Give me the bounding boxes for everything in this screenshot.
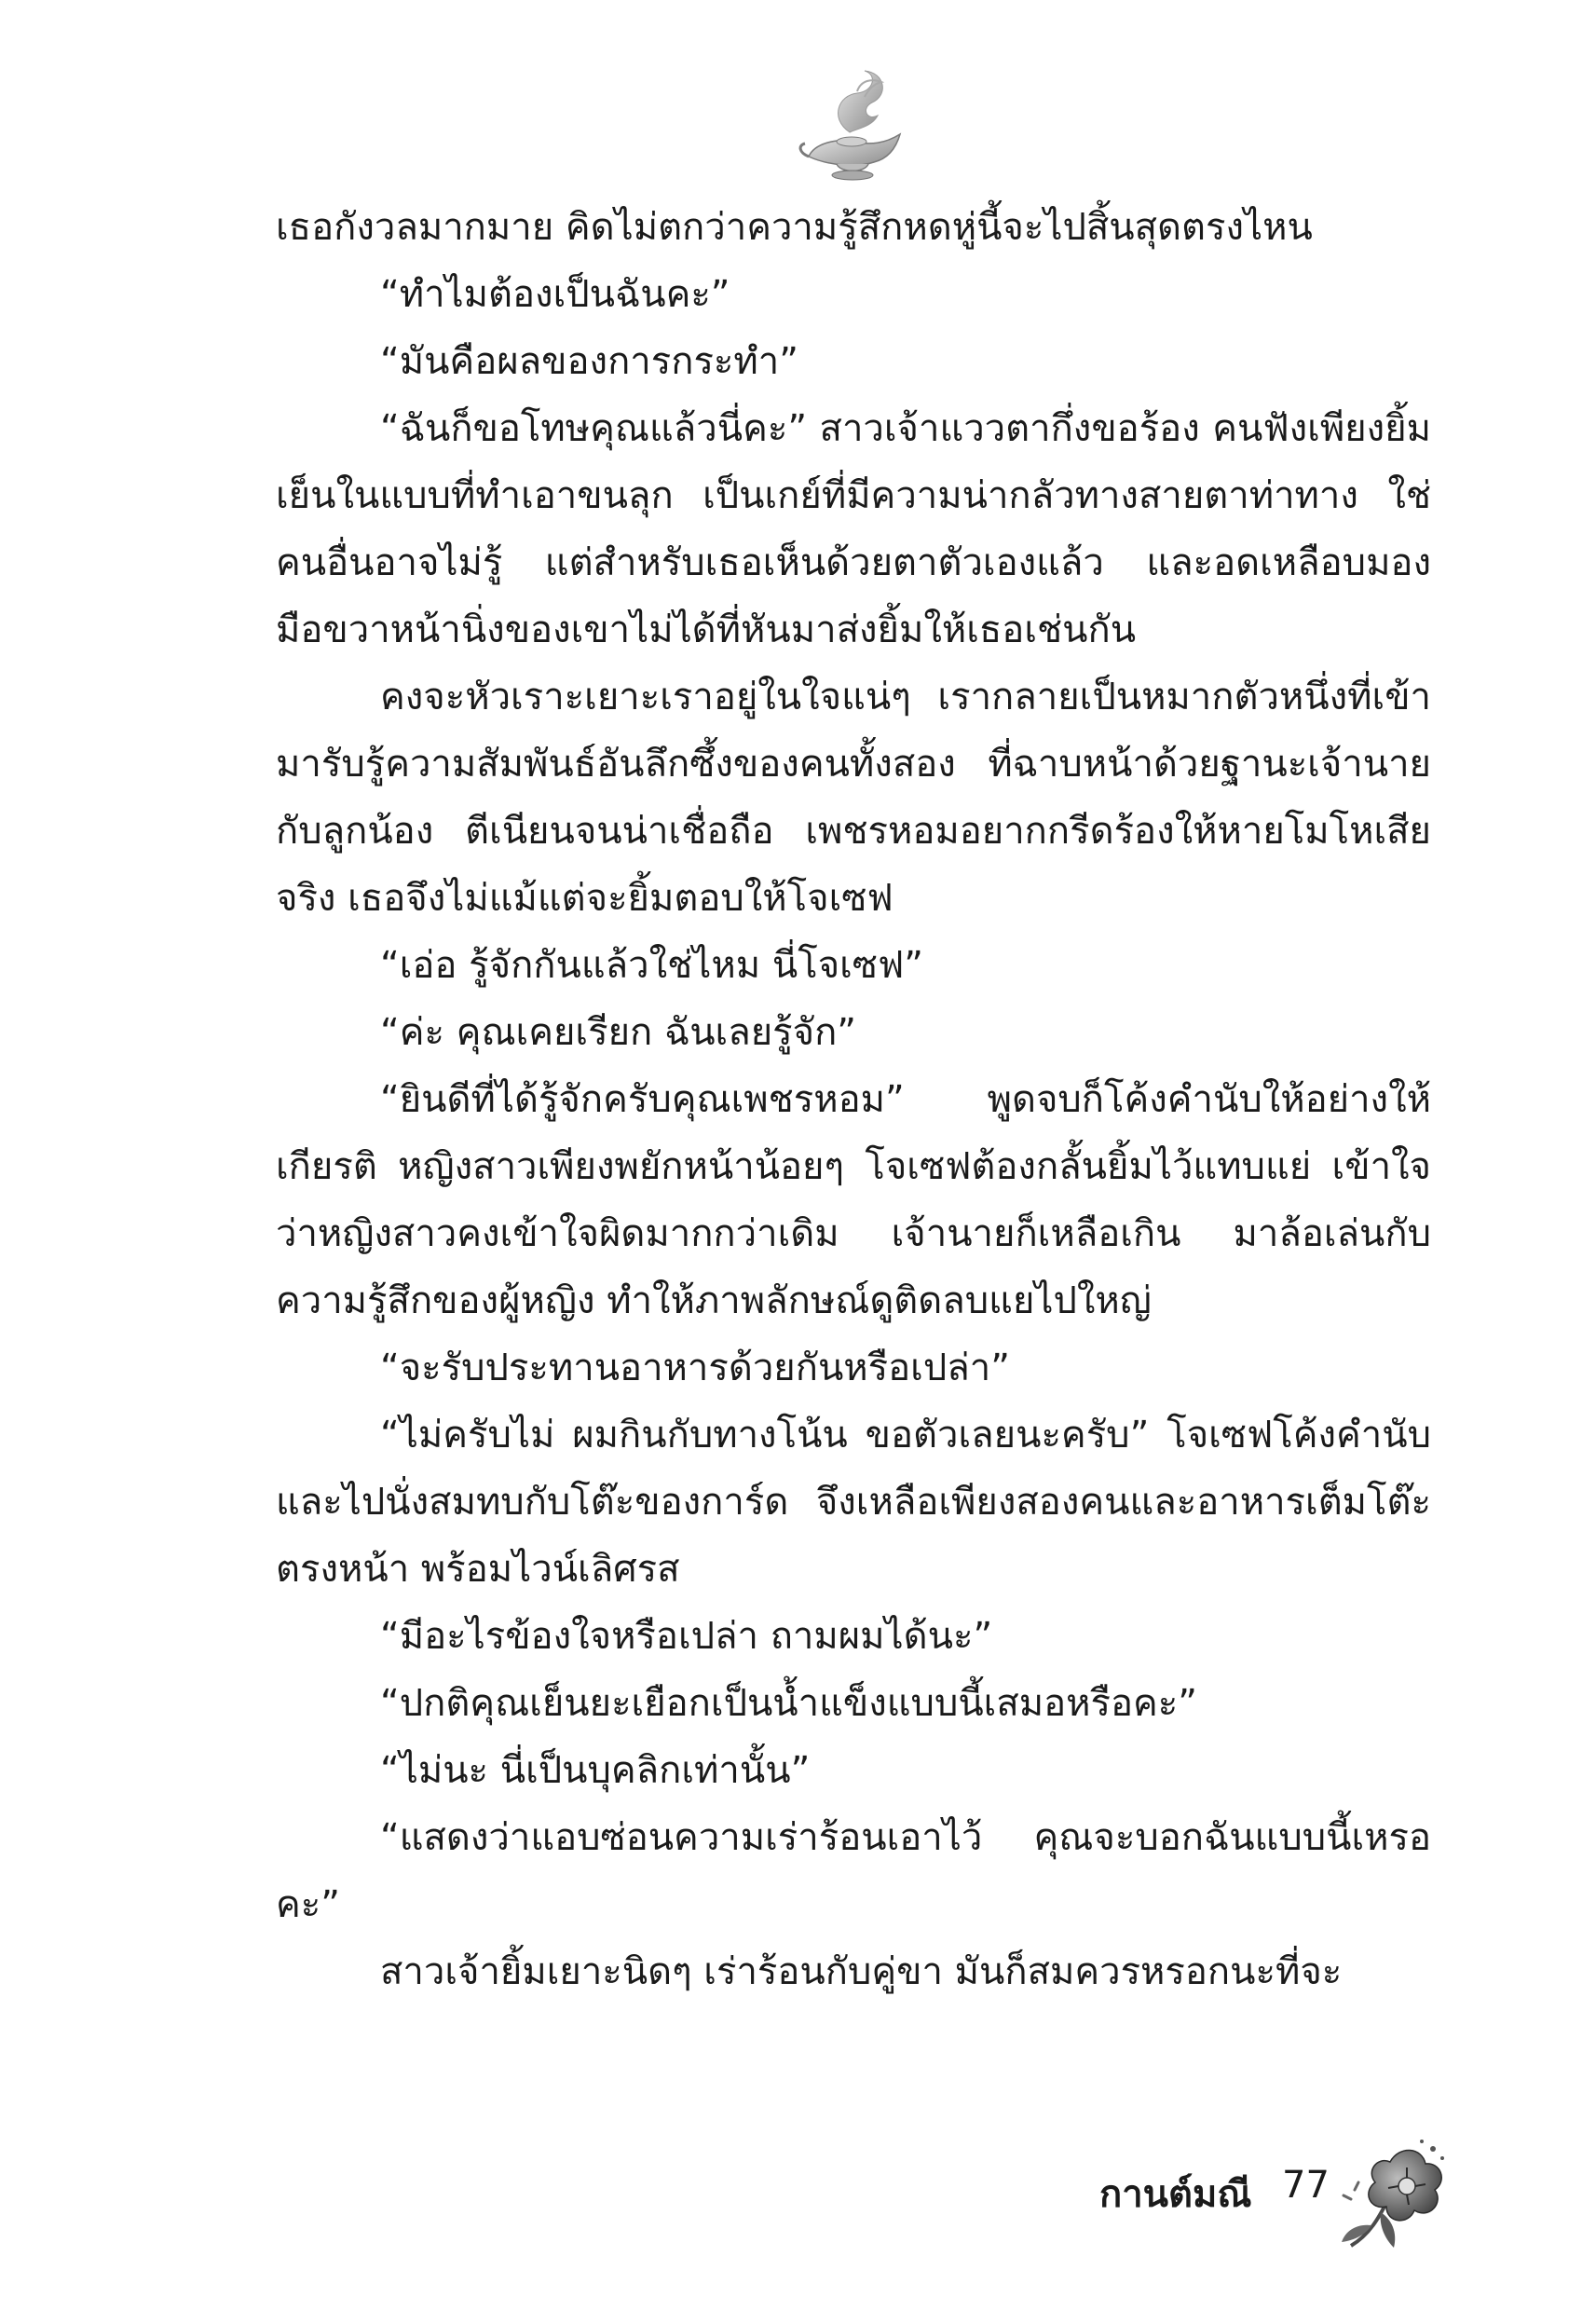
page-footer [1099,2143,1491,2236]
paragraph: “มันคือผลของการกระทำ” [380,340,798,383]
paragraph: “ฉันก็ขอโทษคุณแล้วนี่คะ” สาวเจ้าแววตากึ่งขอร้อง คนฟังเพียงยิ้มเย็นในแบบที่ทำเอาขนลุก เป็นเกย์ที่มีความน่ากลัวทางสายตาท่าทาง ใช่คนอื่นอาจไม่รู้ แต่สำหรับเธอเห็นด้วยตาตัวเองแล้ว และอดเหลือบมองมือขวาหน้านิ่งของเขาไม่ได้ที่หันมาส่งยิ้มให้เธอเช่นกัน [276,407,1431,651]
flower-ornament-icon [1332,2134,1453,2255]
paragraph: “ค่ะ คุณเคยเรียก ฉันเลยรู้จัก” [380,1011,857,1054]
paragraph: “ทำไมต้องเป็นฉันคะ” [380,273,730,316]
paragraph: สาวเจ้ายิ้มเยาะนิดๆ เร่าร้อนกับคู่ขา มันก็สมควรหรอกนะที่จะ [380,1950,1343,1993]
paragraph: “ไม่ครับไม่ ผมกินกับทางโน้น ขอตัวเลยนะครับ” โจเซฟโค้งคำนับและไปนั่งสมทบกับโต๊ะของการ์ด จึงเหลือเพียงสองคนและอาหารเต็มโต๊ะตรงหน้า พร้อมไวน์เลิศรส [276,1414,1431,1591]
paragraph: “เอ่อ รู้จักกันแล้วใช่ไหม นี่โจเซฟ” [380,944,923,987]
paragraph: “ยินดีที่ได้รู้จักครับคุณเพชรหอม” พูดจบก็โค้งคำนับให้อย่างให้เกียรติ หญิงสาวเพียงพยักหน้าน้อยๆ โจเซฟต้องกลั้นยิ้มไว้แทบแย่ เข้าใจว่าหญิงสาวคงเข้าใจผิดมากกว่าเดิม เจ้านายก็เหลือเกิน มาล้อเล่นกับความรู้สึกของผู้หญิง ทำให้ภาพลักษณ์ดูติดลบแยไปใหญ่ [276,1078,1431,1322]
paragraph: “จะรับประทานอาหารด้วยกันหรือเปล่า” [380,1347,1010,1389]
paragraph: “แสดงว่าแอบซ่อนความเร่าร้อนเอาไว้ คุณจะบอกฉันแบบนี้เหรอคะ” [276,1816,1431,1926]
paragraph: “มีอะไรข้องใจหรือเปล่า ถามผมได้นะ” [380,1615,993,1658]
page-number: 77 [1282,2164,1330,2207]
genie-lamp-icon [792,67,913,188]
book-title: กานต์มณี [1099,2173,1252,2216]
paragraph: “ปกติคุณเย็นยะเยือกเป็นน้ำแข็งแบบนี้เสมอหรือคะ” [380,1682,1197,1725]
chapter-body [276,194,1431,2005]
paragraph: เธอกังวลมากมาย คิดไม่ตกว่าความรู้สึกหดหู่นี้จะไปสิ้นสุดตรงไหน [276,206,1313,249]
paragraph: “ไม่นะ นี่เป็นบุคลิกเท่านั้น” [380,1749,811,1792]
paragraph: คงจะหัวเราะเยาะเราอยู่ในใจแน่ๆ เรากลายเป็นหมากตัวหนึ่งที่เข้ามารับรู้ความสัมพันธ์อันลึกซึ้งของคนทั้งสอง ที่ฉาบหน้าด้วยฐานะเจ้านายกับลูกน้อง ตีเนียนจนน่าเชื่อถือ เพชรหอมอยากกรีดร้องให้หายโมโหเสียจริง เธอจึงไม่แม้แต่จะยิ้มตอบให้โจเซฟ [276,676,1431,920]
